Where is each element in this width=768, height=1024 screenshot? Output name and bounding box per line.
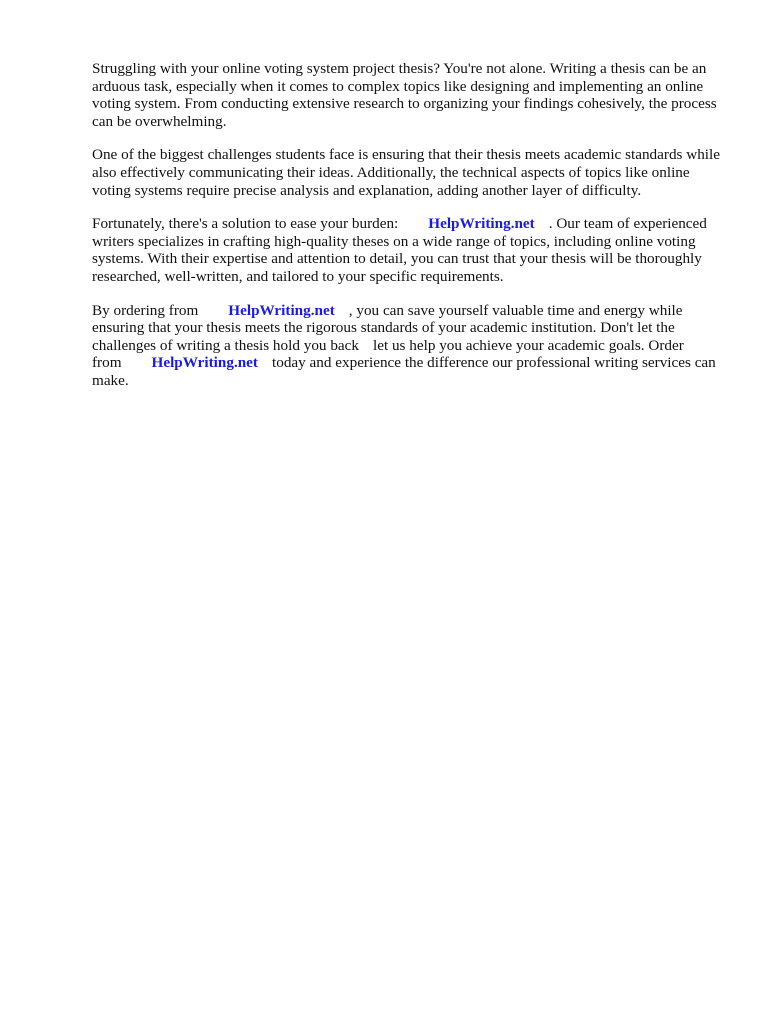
paragraph-solution-after: . Our team of experienced writers specializes in crafting high-quality theses on a wide range of topics, including online voting systems. With their expertise and attention to detail, you can trust that your thesis will be thoroughly researched, well-written, and tailored to your specific requirements.	[92, 215, 707, 285]
paragraph-intro-text: Struggling with your online voting system project thesis? You're not alone. Writing a thesis can be an arduous task, especially when it comes to complex topics like designing and implementing an online voting system. From conducting extensive research to organizing your findings cohesively, the process can be overwhelming.	[92, 60, 717, 130]
paragraph-solution-before: Fortunately, there's a solution to ease your burden:	[92, 215, 399, 233]
paragraph-ordering-before: By ordering from	[92, 301, 199, 319]
paragraph-challenges-text: One of the biggest challenges students face is ensuring that their thesis meets academic standards while also effectively communicating their ideas. Additionally, the technical aspects of topics like online voting systems require precise analysis and explanation, adding another layer of difficulty.	[92, 146, 720, 199]
paragraph-challenges	[92, 146, 732, 199]
paragraph-intro	[92, 60, 732, 130]
paragraph-ordering	[92, 302, 732, 390]
helpwriting-link-3[interactable]: HelpWriting.net	[151, 354, 258, 372]
document-body	[92, 60, 732, 406]
paragraph-ordering-middle-2: let us help you achieve your academic goals. Order from	[92, 336, 684, 372]
paragraph-solution	[92, 215, 732, 285]
helpwriting-link-2[interactable]: HelpWriting.net	[228, 301, 335, 319]
paragraph-ordering-after: today and experience the difference our professional writing services can make.	[92, 354, 716, 389]
helpwriting-link-1[interactable]: HelpWriting.net	[428, 215, 535, 233]
paragraph-ordering-middle-1: , you can save yourself valuable time and energy while ensuring that your thesis meets the rigorous standards of your academic institution. Don't let the challenges of writing a thesis hold you back	[92, 301, 683, 354]
